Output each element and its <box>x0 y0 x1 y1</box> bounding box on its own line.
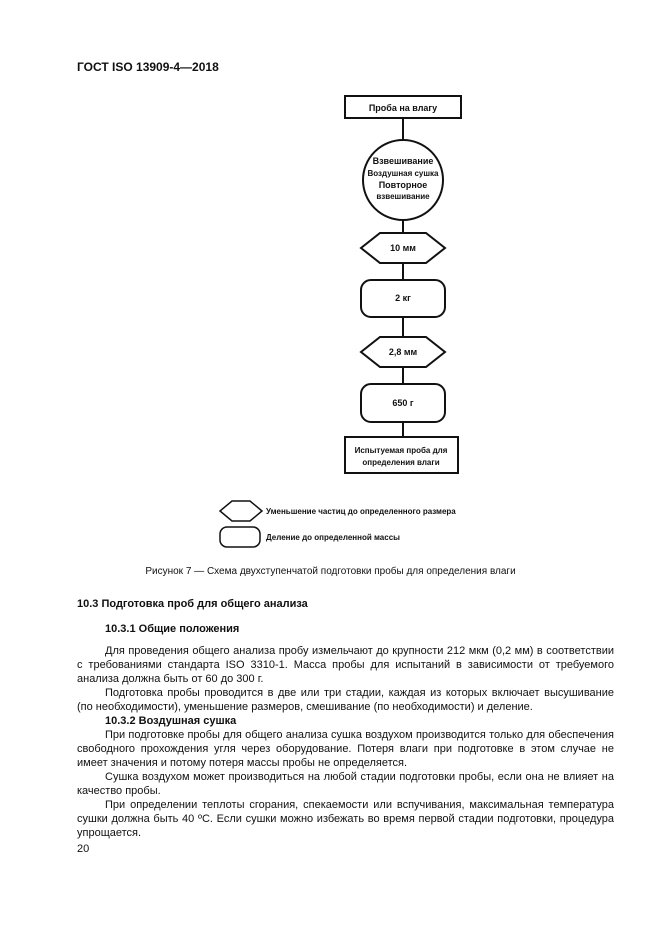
section-10-3 <box>77 597 614 840</box>
paragraph: Подготовка пробы проводится в две или три стадии, каждая из которых включает высушивание (по необходимости), уменьшение размеров, смешивание (по необходимости) и деление. <box>77 687 614 713</box>
subsection-heading: 10.3.1 Общие положения <box>105 623 240 635</box>
paragraph: При определении теплоты сгорания, спекаемости или вспучивания, максимальная температура сушки должна быть 40 ºС. Если сушки можно избежать во время первой стадии подготовки, процедура упрощается. <box>77 799 614 839</box>
section-heading: 10.3 Подготовка проб для общего анализа <box>77 598 308 610</box>
legend-rounded-icon <box>220 527 260 547</box>
paragraph: Сушка воздухом может производиться на любой стадии подготовки пробы, если она не влияет на качество пробы. <box>77 771 614 797</box>
step-label: 10 мм <box>390 243 416 253</box>
paragraph: При подготовке пробы для общего анализа сушка воздухом производится только для обеспечения свободного прохождения угля через оборудование. Потеря влаги при подготовке в этом случае не имеет значения и потому потеря массы пробы не определяется. <box>77 729 614 769</box>
step-label: взвешивание <box>376 192 430 201</box>
step-label: Воздушная сушка <box>367 169 439 178</box>
step-label: Взвешивание <box>372 156 434 166</box>
step-label: 650 г <box>392 398 414 408</box>
document-header: ГОСТ ISO 13909-4—2018 <box>77 60 219 74</box>
legend-division-label: Деление до определенной массы <box>266 533 400 542</box>
step-label: 2 кг <box>395 293 411 303</box>
page-number: 20 <box>77 843 90 855</box>
figure-caption: Рисунок 7 — Схема двухступенчатой подготовки пробы для определения влаги <box>145 566 516 577</box>
subsection-heading: 10.3.2 Воздушная сушка <box>105 715 237 727</box>
step-label: Испытуемая проба для <box>354 446 448 455</box>
step-label: Повторное <box>378 180 428 190</box>
paragraph: Для проведения общего анализа пробу измельчают до крупности 212 мкм (0,2 мм) в соответствии с требованиями стандарта ISO 3310-1. Масса пробы для испытаний в зависимости от требуемого анализа должна быть от 60 до 300 г. <box>77 645 614 685</box>
step-label: Проба на влагу <box>368 103 438 113</box>
step-box-test-sample <box>345 437 458 473</box>
legend-reduction-label: Уменьшение частиц до определенного размера <box>266 507 456 516</box>
step-label: 2,8 мм <box>388 347 418 357</box>
step-label: определения влаги <box>362 458 440 467</box>
legend-hexagon-icon <box>220 501 262 521</box>
